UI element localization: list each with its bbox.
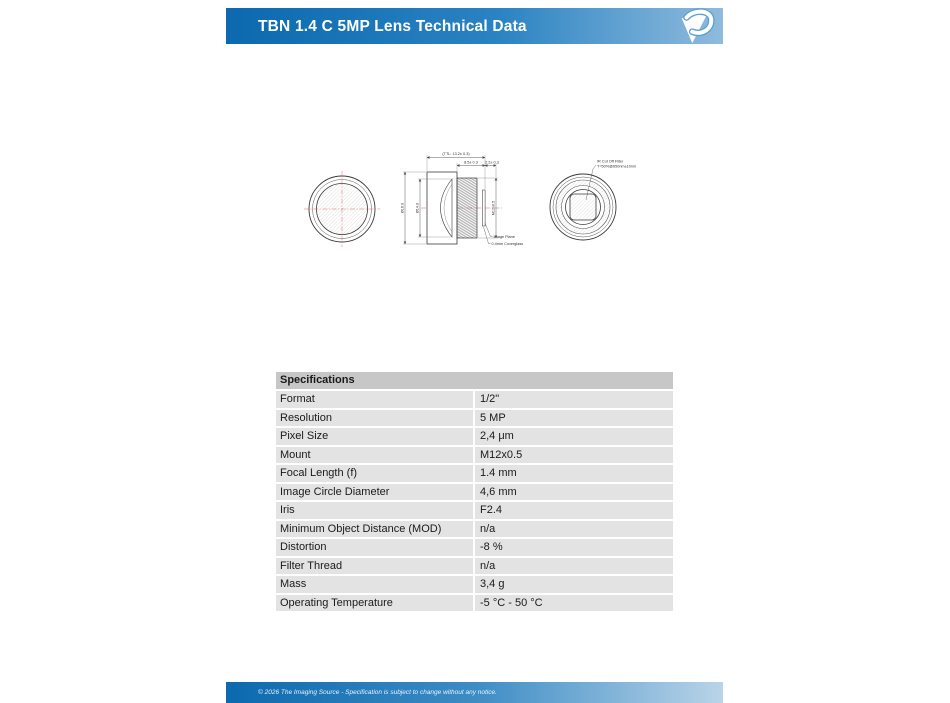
spec-value: -5 °C - 50 °C xyxy=(473,595,673,612)
dim-seg-back: 2.2± 0.3 xyxy=(485,160,499,165)
spec-label: Image Circle Diameter xyxy=(280,485,390,498)
spec-value: 1.4 mm xyxy=(473,465,673,482)
dim-seg-thread: 8.5± 0.3 xyxy=(464,160,478,165)
lens-back-view xyxy=(550,160,636,241)
table-row xyxy=(276,521,673,538)
table-row xyxy=(276,484,673,501)
table-row xyxy=(276,558,673,575)
lens-front-view xyxy=(304,171,380,247)
spec-value: 1/2" xyxy=(473,391,673,408)
specifications-table xyxy=(276,372,673,613)
label-ir-filter-line2: T=50%@650nm±10nm xyxy=(597,164,637,169)
dim-mount-thread: M12x0.5 xyxy=(491,200,496,216)
spec-label: Filter Thread xyxy=(280,559,343,572)
spec-label: Mount xyxy=(280,448,311,461)
page-title: TBN 1.4 C 5MP Lens Technical Data xyxy=(258,18,527,35)
footer-copyright: © 2026 The Imaging Source - Specification is subject to change without any notice. xyxy=(258,689,497,696)
spec-value: M12x0.5 xyxy=(473,447,673,464)
spec-label: Mass xyxy=(280,578,307,591)
spec-value: 3,4 g xyxy=(473,576,673,593)
spec-label: Format xyxy=(280,393,315,406)
spec-value: -8 % xyxy=(473,539,673,556)
spec-label: Iris xyxy=(280,504,295,517)
dim-ttl: (TTL: 13.2± 0.3) xyxy=(442,152,470,157)
spec-label: Operating Temperature xyxy=(280,596,393,609)
lens-side-view xyxy=(401,152,524,246)
footer-bar xyxy=(226,682,723,703)
imaging-source-logo-icon xyxy=(678,7,716,45)
spec-value: 2,4 μm xyxy=(473,428,673,445)
table-row xyxy=(276,539,673,556)
datasheet-page xyxy=(226,0,723,703)
label-image-plane: Image Plane xyxy=(493,234,515,239)
spec-label: Minimum Object Distance (MOD) xyxy=(280,522,442,535)
header-bar xyxy=(226,8,723,44)
dim-dia-inner: Ø14.0 xyxy=(415,202,420,214)
table-row xyxy=(276,428,673,445)
spec-value: n/a xyxy=(473,521,673,538)
table-row xyxy=(276,391,673,408)
label-ir-filter-line1: IR Cut Off Filter xyxy=(597,159,624,164)
lens-technical-drawing xyxy=(300,148,670,260)
spec-value: n/a xyxy=(473,558,673,575)
table-row xyxy=(276,410,673,427)
table-row xyxy=(276,465,673,482)
spec-label: Pixel Size xyxy=(280,430,329,443)
table-row xyxy=(276,595,673,612)
specifications-table-title: Specifications xyxy=(276,372,673,389)
table-row xyxy=(276,502,673,519)
spec-label: Distortion xyxy=(280,541,327,554)
spec-value: F2.4 xyxy=(473,502,673,519)
spec-value: 4,6 mm xyxy=(473,484,673,501)
spec-label: Focal Length (f) xyxy=(280,467,358,480)
table-row xyxy=(276,447,673,464)
table-row xyxy=(276,576,673,593)
spec-value: 5 MP xyxy=(473,410,673,427)
label-coverglass: 0.4mm Coverglass xyxy=(491,241,524,246)
spec-label: Resolution xyxy=(280,411,332,424)
dim-dia-outer: Ø16.0 xyxy=(400,202,405,214)
